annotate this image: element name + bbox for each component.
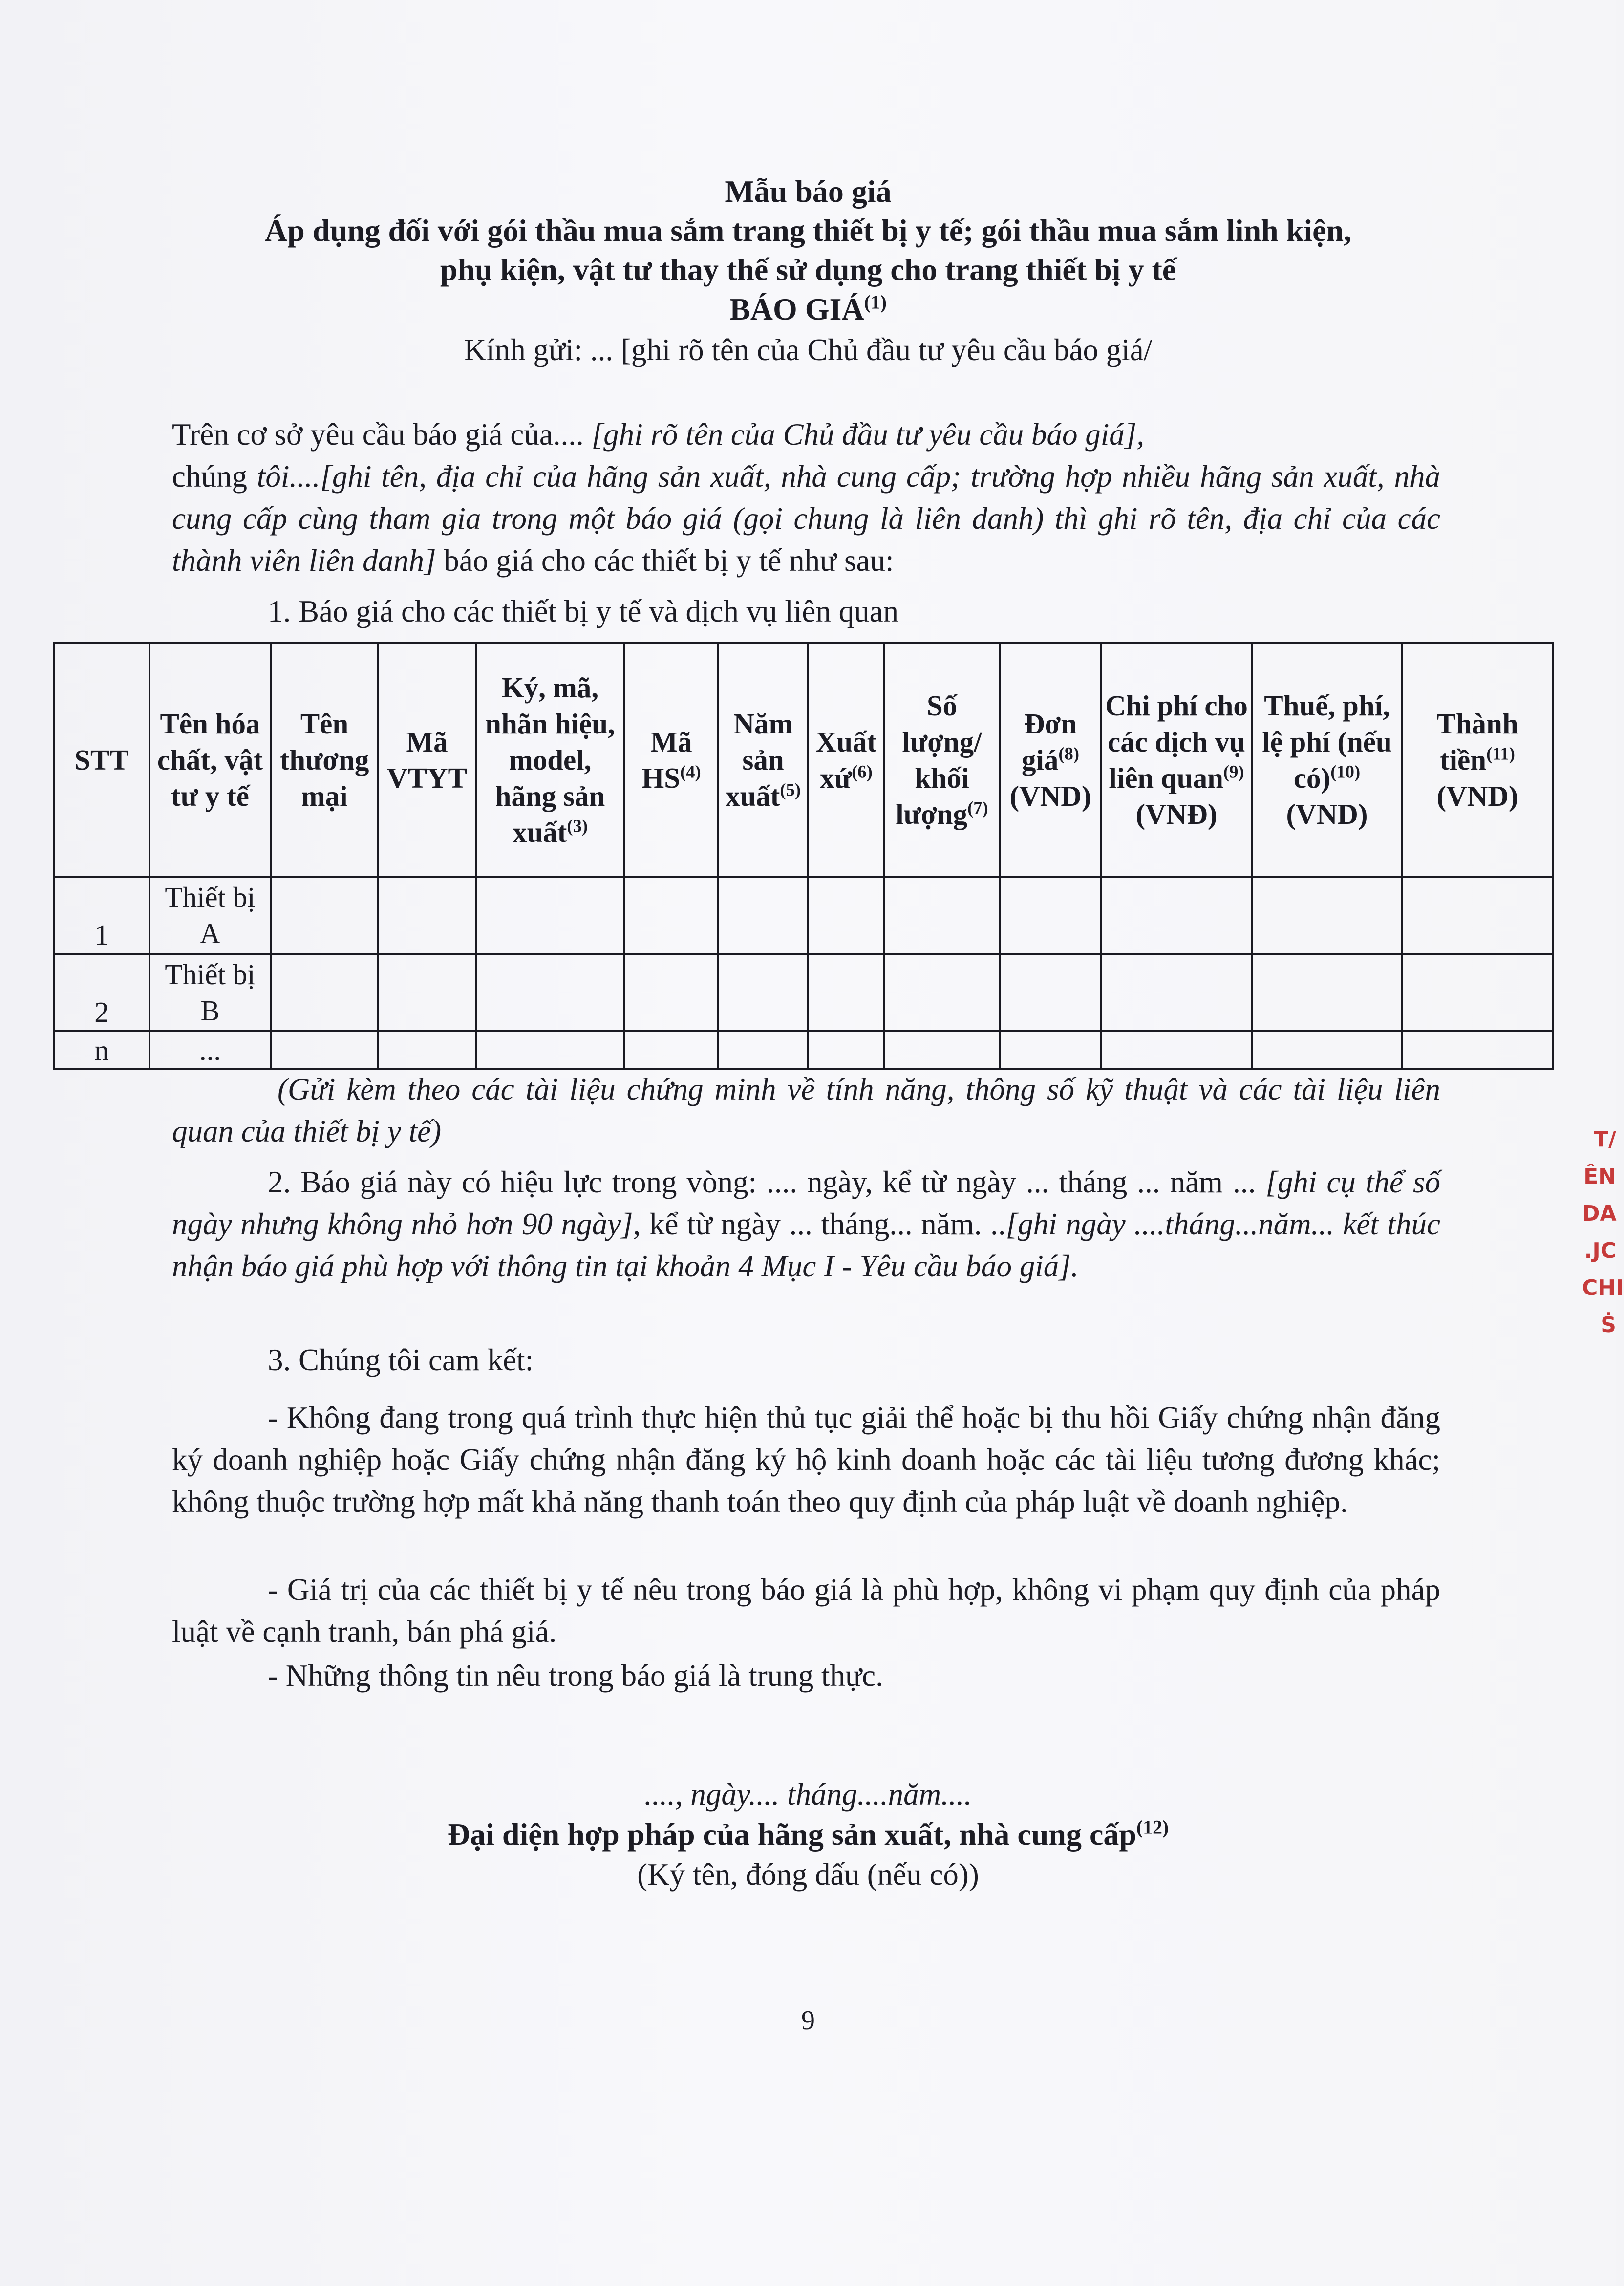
intro-text-2: [ghi rõ tên của Chủ đầu tư yêu cầu báo giá], bbox=[583, 417, 1145, 452]
commitment-2: - Giá trị của các thiết bị y tế nêu trong báo giá là phù hợp, không vi phạm quy định của pháp luật về cạnh tranh, bán phá giá. bbox=[172, 1573, 1440, 1649]
validity-text-3: , kể từ ngày ... tháng... năm. .. bbox=[633, 1207, 1006, 1241]
intro-paragraph-cont bbox=[172, 455, 1440, 582]
header-text: Thuế, phí, lệ phí (nếu có) bbox=[1262, 690, 1392, 794]
header-text: Năm sản xuất bbox=[725, 708, 793, 812]
form-title: Mẫu báo giá bbox=[725, 174, 892, 209]
quote-table bbox=[53, 642, 1554, 1070]
header-tax bbox=[1252, 643, 1402, 877]
subtitle-line-2: phụ kiện, vật tư thay thế sử dụng cho trang thiết bị y tế bbox=[440, 252, 1176, 287]
cell-empty bbox=[476, 877, 624, 954]
cell-stt: n bbox=[54, 1031, 150, 1069]
header-text: Tên hóa chất, vật tư y tế bbox=[157, 708, 263, 812]
header-unit: (VND) bbox=[1286, 798, 1368, 830]
stamp-edge-fragment: ÊN bbox=[1583, 1164, 1616, 1189]
cell-item-name bbox=[150, 877, 271, 954]
intro-text-5: báo giá cho các thiết bị y tế như sau: bbox=[436, 543, 894, 578]
header-footnote: (10) bbox=[1330, 761, 1361, 782]
intro-text-1: Trên cơ sở yêu cầu báo giá của.... bbox=[172, 417, 584, 452]
header-vtyt-code bbox=[378, 643, 476, 877]
subtitle-line-1: Áp dụng đối với gói thầu mua sắm trang thiết bị y tế; gói thầu mua sắm linh kiện, bbox=[264, 213, 1352, 248]
cell-empty bbox=[378, 877, 476, 954]
doc-title-text: BÁO GIÁ bbox=[729, 292, 864, 326]
cell-empty bbox=[624, 877, 718, 954]
header-footnote: (9) bbox=[1223, 761, 1244, 782]
header-text: Ký, mã, nhãn hiệu, model, hãng sản xuất bbox=[485, 671, 615, 848]
cell-text: A bbox=[199, 917, 221, 949]
intro-paragraph bbox=[76, 413, 1345, 455]
commitment-1: - Không đang trong quá trình thực hiện thủ tục giải thể hoặc bị thu hồi Giấy chứng nhận đăng ký doanh nghiệp hoặc Giấy chứng nhận đăng ký hộ kinh doanh hoặc các tài liệu tương đương khác; không thuộc trường hợp mất khả năng thanh toán theo quy định của pháp luật về doanh nghiệp. bbox=[172, 1401, 1440, 1519]
cell-empty bbox=[624, 954, 718, 1031]
cell-empty bbox=[1101, 954, 1252, 1031]
cell-empty bbox=[808, 877, 884, 954]
cell-empty bbox=[1101, 877, 1252, 954]
header-item-name bbox=[150, 643, 271, 877]
cell-stt: 1 bbox=[54, 877, 150, 954]
cell-empty bbox=[1252, 954, 1402, 1031]
table-row bbox=[54, 1031, 1553, 1069]
table-header-row bbox=[54, 643, 1553, 877]
header-hs-code bbox=[624, 643, 718, 877]
cell-empty bbox=[884, 877, 1000, 954]
section-3-heading: 3. Chúng tôi cam kết: bbox=[268, 1343, 534, 1377]
cell-empty bbox=[808, 1031, 884, 1069]
header-footnote: (4) bbox=[680, 761, 701, 782]
section-2-validity bbox=[172, 1161, 1440, 1287]
header-text: Xuất xứ bbox=[815, 726, 877, 794]
cell-item-name bbox=[150, 1031, 271, 1069]
header-unit: (VND) bbox=[1436, 780, 1518, 812]
header-text: Thành tiền bbox=[1436, 708, 1518, 776]
header-stt bbox=[54, 643, 150, 877]
stamp-edge-fragment: T/ bbox=[1593, 1127, 1616, 1152]
signature-date: ...., ngày.... tháng....năm.... bbox=[644, 1777, 972, 1812]
cell-empty bbox=[718, 954, 808, 1031]
header-text: Đơn giá bbox=[1021, 708, 1077, 776]
header-text: Chi phí cho các dịch vụ liên quan bbox=[1105, 690, 1248, 794]
validity-text-1: 2. Báo giá này có hiệu lực trong vòng: .... ngày, kể từ ngày ... tháng ... năm ... bbox=[268, 1165, 1266, 1199]
stamp-edge-fragment: .JC bbox=[1584, 1238, 1616, 1263]
signature-representative bbox=[0, 1815, 1616, 1854]
cell-empty bbox=[1252, 1031, 1402, 1069]
header-footnote: (7) bbox=[967, 798, 988, 818]
cell-empty bbox=[884, 954, 1000, 1031]
intro-text-3: chúng bbox=[172, 459, 257, 494]
cell-empty bbox=[271, 954, 378, 1031]
header-text: Mã VTYT bbox=[387, 726, 467, 794]
cell-empty bbox=[624, 1031, 718, 1069]
header-origin bbox=[808, 643, 884, 877]
attachment-note: (Gửi kèm theo các tài liệu chứng minh về tính năng, thông số kỹ thuật và các tài liệu liên quan của thiết bị y tế) bbox=[172, 1072, 1440, 1148]
recipient-line: Kính gửi: ... [ghi rõ tên của Chủ đầu tư yêu cầu báo giá/ bbox=[464, 333, 1153, 367]
header-footnote: (3) bbox=[567, 816, 588, 836]
table-row bbox=[54, 877, 1553, 954]
stamp-edge-fragment: Ṡ bbox=[1601, 1313, 1616, 1337]
validity-text-2: [ghi cụ thể số ngày nhưng không nhỏ hơn 90 ngày] bbox=[172, 1165, 1440, 1241]
cell-empty bbox=[1000, 954, 1101, 1031]
stamp-edge-fragment: CHI bbox=[1582, 1275, 1624, 1300]
intro-text-4: tôi....[ghi tên, địa chỉ của hãng sản xuất, nhà cung cấp; trường hợp nhiều hãng sản xuất, nhà cung cấp cùng tham gia trong một báo giá (gọi chung là liên danh) thì ghi rõ tên, địa chỉ của các thành viên liên danh] bbox=[172, 459, 1441, 578]
header-total bbox=[1402, 643, 1553, 877]
header-unit: (VNĐ) bbox=[1135, 798, 1218, 830]
header-unit: (VND) bbox=[1009, 780, 1091, 812]
section-1-heading: 1. Báo giá cho các thiết bị y tế và dịch vụ liên quan bbox=[268, 594, 899, 628]
cell-empty bbox=[1101, 1031, 1252, 1069]
header-text: Số lượng/ khối lượng bbox=[896, 690, 982, 830]
cell-empty bbox=[271, 877, 378, 954]
cell-empty bbox=[884, 1031, 1000, 1069]
cell-empty bbox=[1000, 877, 1101, 954]
cell-empty bbox=[718, 877, 808, 954]
table-row bbox=[54, 954, 1553, 1031]
cell-text: ... bbox=[199, 1034, 221, 1066]
cell-empty bbox=[476, 954, 624, 1031]
header-year bbox=[718, 643, 808, 877]
cell-empty bbox=[1402, 954, 1553, 1031]
doc-title-footnote: (1) bbox=[864, 291, 887, 313]
cell-text: Thiết bị bbox=[165, 881, 256, 913]
commitment-3: - Những thông tin nêu trong báo giá là trung thực. bbox=[268, 1659, 883, 1693]
cell-empty bbox=[1402, 877, 1553, 954]
cell-empty bbox=[1000, 1031, 1101, 1069]
header-model bbox=[476, 643, 624, 877]
stamp-edge-fragment: DA bbox=[1582, 1201, 1617, 1226]
cell-item-name bbox=[150, 954, 271, 1031]
header-trade-name bbox=[271, 643, 378, 877]
cell-text: Thiết bị bbox=[165, 958, 256, 991]
header-text: Mã HS bbox=[641, 726, 692, 794]
cell-empty bbox=[476, 1031, 624, 1069]
cell-empty bbox=[718, 1031, 808, 1069]
header-footnote: (5) bbox=[780, 779, 801, 800]
doc-title bbox=[0, 290, 1616, 329]
header-footnote: (11) bbox=[1486, 743, 1515, 764]
representative-footnote: (12) bbox=[1136, 1816, 1169, 1838]
header-text: STT bbox=[74, 744, 129, 776]
header-quantity bbox=[884, 643, 1000, 877]
cell-text: B bbox=[200, 994, 220, 1027]
representative-text: Đại diện hợp pháp của hãng sản xuất, nhà cung cấp bbox=[447, 1817, 1137, 1852]
signature-note: (Ký tên, đóng dấu (nếu có)) bbox=[637, 1857, 979, 1892]
page-number: 9 bbox=[801, 2006, 815, 2036]
cell-empty bbox=[1402, 1031, 1553, 1069]
cell-empty bbox=[808, 954, 884, 1031]
cell-empty bbox=[378, 954, 476, 1031]
header-footnote: (6) bbox=[852, 761, 873, 782]
cell-stt: 2 bbox=[54, 954, 150, 1031]
header-service-cost bbox=[1101, 643, 1252, 877]
header-text: Tên thương mại bbox=[279, 708, 369, 812]
cell-empty bbox=[378, 1031, 476, 1069]
header-footnote: (8) bbox=[1058, 743, 1080, 764]
cell-empty bbox=[271, 1031, 378, 1069]
validity-text-4: [ghi ngày ....tháng...năm... kết thúc nhận báo giá phù hợp với thông tin tại khoản 4 Mục I - Yêu cầu báo giá]. bbox=[172, 1207, 1440, 1283]
cell-empty bbox=[1252, 877, 1402, 954]
header-unit-price bbox=[1000, 643, 1101, 877]
